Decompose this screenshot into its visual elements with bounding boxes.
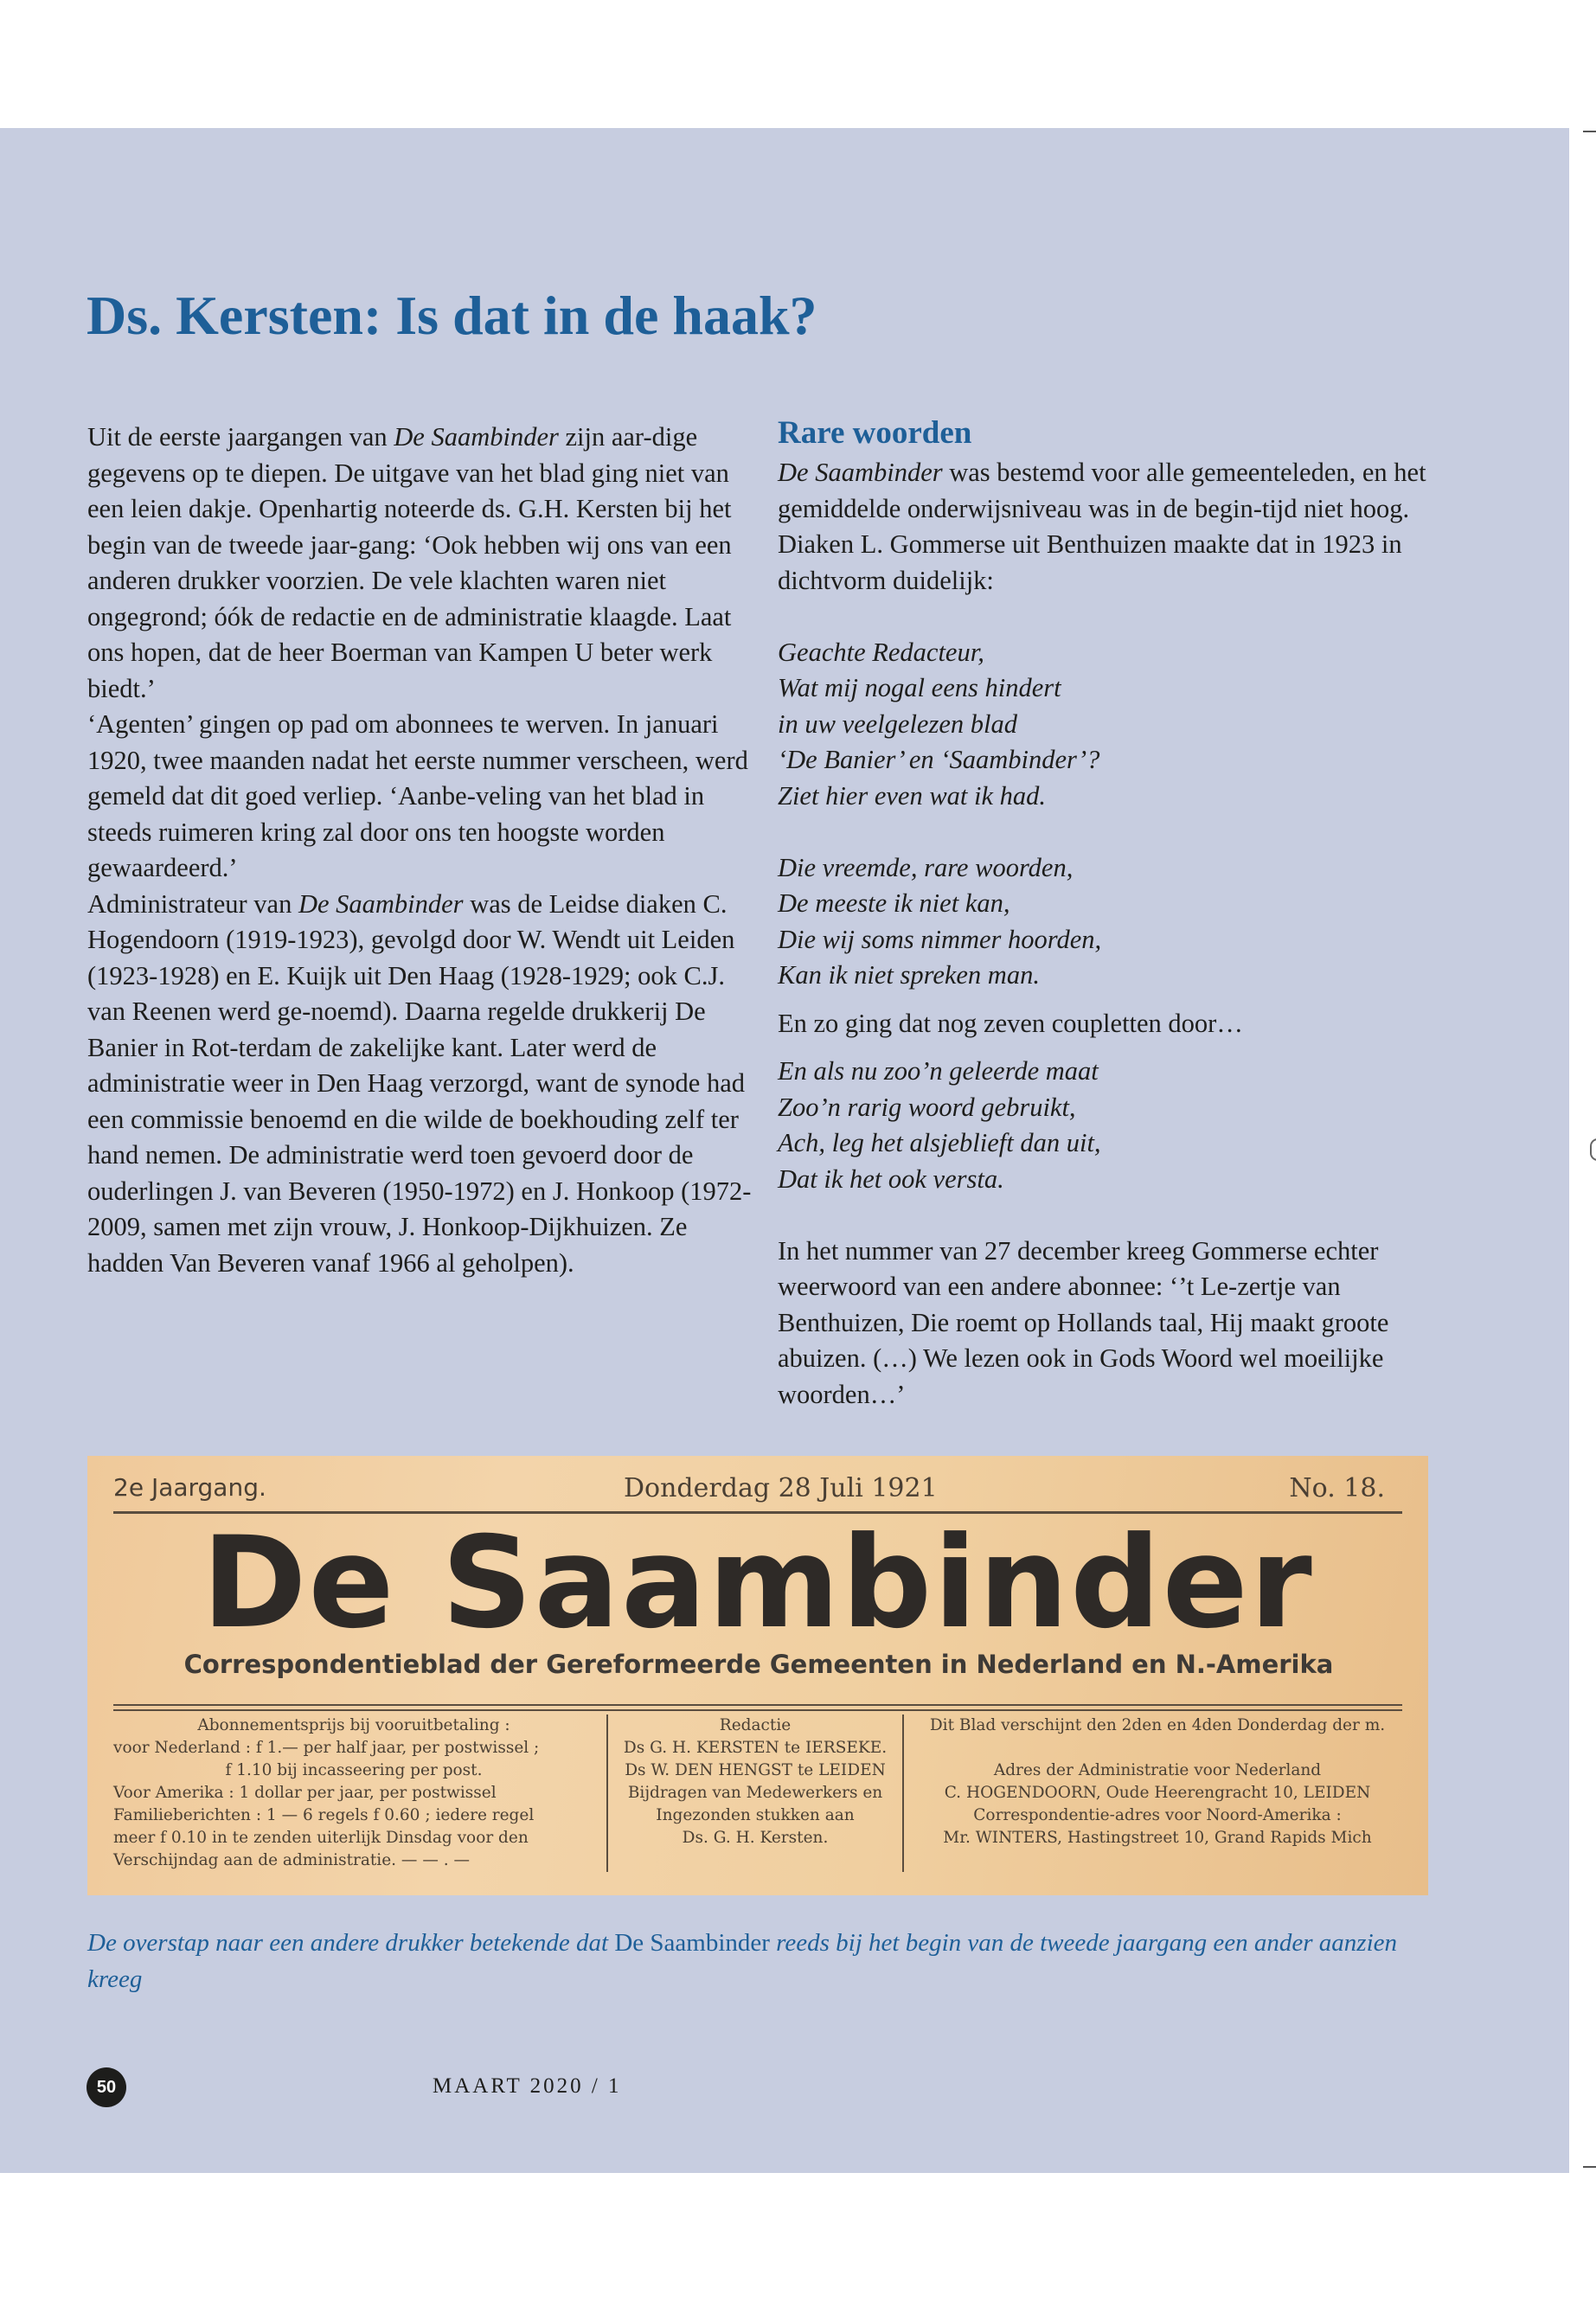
administration-info [913,1715,1402,1872]
paragraph-3-start: Administrateur van [87,888,298,919]
masthead-topline [113,1466,1385,1509]
poem-line: Kan ik niet spreken man. [778,960,1040,990]
info-line: C. HOGENDOORN, Oude Heerengracht 10, LEIDEN [944,1784,1371,1802]
poem-line: Zoo’n rarig woord gebruikt, [778,1092,1076,1122]
masthead-number: No. 18. [1289,1473,1385,1503]
poem-line: Geachte Redacteur, [778,637,984,667]
info-line: Voor Amerika : 1 dollar per jaar, per postwissel [113,1784,497,1802]
paragraph-1-rest: zijn aar-dige gegevens op te diepen. De uitgave van het blad ging niet van een leien dakje. Openhartig noteerde ds. G.H. Kersten bij het begin van de tweede jaar-gang: ‘Ook hebben wij ons van een anderen drukker voorzien. De vele klachten waren niet ongegrond; óók de redactie en de administratie klaagde. Laat ons hopen, dat de heer Boerman van Kampen U beter werk biedt.’ [87,422,732,703]
poem-line: in uw veelgelezen blad [778,708,1017,739]
caption-title: De Saambinder [614,1929,770,1957]
poem-note: En zo ging dat nog zeven coupletten door… [778,1008,1243,1038]
info-line: Ds G. H. KERSTEN te IERSEKE. [623,1739,888,1757]
paragraph-1-title: De Saambinder [394,422,559,452]
divider [113,1704,1402,1706]
poem-line: Die vreemde, rare woorden, [778,852,1074,882]
paragraph-1 [87,420,753,707]
poem-stanza-2 [778,850,1470,994]
registration-mark [1590,1138,1596,1161]
poem-stanza-1 [778,635,1470,815]
masthead-info-boxes [113,1715,1402,1883]
poem-line: De meeste ik niet kan, [778,888,1010,918]
poem-stanza-3 [778,1054,1470,1197]
page-number: 50 [87,2067,126,2107]
editorial-info [606,1715,904,1872]
paragraph-3-rest: was de Leidse diaken C. Hogendoorn (1919-1923), gevolgd door W. Wendt uit Leiden (1923-1928) en E. Kuijk uit Den Haag (1928-1929; ook C.J. van Reenen werd ge-noemd). Daarna regelde drukkerij De Banier in Rot-terdam de zakelijke kant. Later werd de administratie weer in Den Haag verzorgd, want de synode had een commissie benoemd en die wilde de boekhouding zelf ter hand nemen. De administratie werd toen gevoerd door de ouderlingen J. van Beveren (1950-1972) en J. Honkoop (1972-2009, samen met zijn vrouw, J. Honkoop-Dijkhuizen. Ze hadden Van Beveren vanaf 1966 al geholpen). [87,888,752,1278]
crop-mark-top [1583,131,1596,132]
poem-line: Ach, leg het alsjeblieft dan uit, [778,1128,1101,1157]
caption-end: reeds bij het begin van de tweede jaargang een ander aanzien kreeg [87,1929,1398,1993]
masthead-date: Donderdag 28 Juli 1921 [624,1473,938,1503]
poem-line: Wat mij nogal eens hindert [778,673,1061,702]
subscription-info [113,1715,594,1872]
masthead-subtitle: Correspondentieblad der Gereformeerde Gemeenten in Nederland en N.-Amerika [183,1650,1334,1679]
info-line: Adres der Administratie voor Nederland [993,1761,1322,1779]
info-line: Mr. WINTERS, Hastingstreet 10, Grand Rapids Mich [943,1829,1372,1847]
masthead-title: De Saambinder [202,1509,1314,1657]
poem-line: Die wij soms nimmer hoorden, [778,924,1102,954]
crop-mark-bottom [1583,2166,1596,2168]
masthead-volume: 2e Jaargang. [113,1473,266,1502]
info-line: Ds W. DEN HENGST te LEIDEN [625,1761,886,1779]
divider [113,1709,1402,1711]
info-line: f 1.10 bij incasseering per post. [225,1761,483,1779]
paragraph-3 [87,887,753,1282]
info-line: Ds. G. H. Kersten. [682,1829,829,1847]
info-line: Familieberichten : 1 — 6 regels f 0.60 ; iedere regel [113,1806,535,1824]
newspaper-masthead-image [87,1456,1428,1895]
intro-rest: was bestemd voor alle gemeenteleden, en het gemiddelde onderwijsniveau was in de begin-tijd niet hoog. Diaken L. Gommerse uit Benthuizen maakte dat in 1923 in dichtvorm duidelijk: [778,458,1426,595]
article-title: Ds. Kersten: Is dat in de haak? [87,285,817,346]
info-line: Bijdragen van Medewerkers en [627,1784,883,1802]
info-line: Ingezonden stukken aan [656,1806,855,1824]
info-line: Verschijndag aan de administratie. — — . — [113,1851,470,1869]
closing-paragraph: In het nummer van 27 december kreeg Gommerse echter weerwoord van een andere abonnee: ‘’t Le-zertje van Benthuizen, Die roemt op Hollands taal, Hij maakt groote abuizen. (…) We lezen ook in Gods Woord wel moeilijke woorden…’ [778,1235,1389,1409]
section-heading: Rare woorden [778,415,972,451]
info-line: meer f 0.10 in te zenden uiterlijk Dinsdag voor den [113,1829,529,1847]
issue-label: MAART 2020 / 1 [433,2074,622,2098]
intro-title: De Saambinder [778,458,943,487]
right-column [778,412,1470,1413]
info-line: Redactie [719,1716,792,1734]
info-line: Abonnementsprijs bij vooruitbetaling : [197,1716,510,1734]
paragraph-1-start: Uit de eerste jaargangen van [87,422,394,452]
left-column [87,420,753,1281]
poem-line: Dat ik het ook versta. [778,1163,1004,1194]
poem-line: Ziet hier even wat ik had. [778,780,1047,811]
paragraph-2: ‘Agenten’ gingen op pad om abonnees te werven. In januari 1920, twee maanden nadat het eerste nummer verscheen, werd gemeld dat dit goed verliep. ‘Aanbe-veling van het blad in steeds ruimeren kring zal door ons ten hoogste worden gewaardeerd.’ [87,709,748,882]
info-line: Dit Blad verschijnt den 2den en 4den Donderdag der m. [929,1716,1386,1734]
poem-line: ‘De Banier’ en ‘Saambinder’? [778,745,1100,774]
image-caption [87,1925,1437,1997]
info-line: Correspondentie-adres voor Noord-Amerika : [973,1806,1342,1824]
caption-start: De overstap naar een andere drukker betekende dat [87,1929,615,1957]
poem-line: En als nu zoo’n geleerde maat [778,1056,1099,1086]
intro-paragraph [778,455,1470,599]
paragraph-3-title: De Saambinder [298,888,464,919]
info-line: voor Nederland : f 1.— per half jaar, per postwissel ; [113,1739,540,1757]
